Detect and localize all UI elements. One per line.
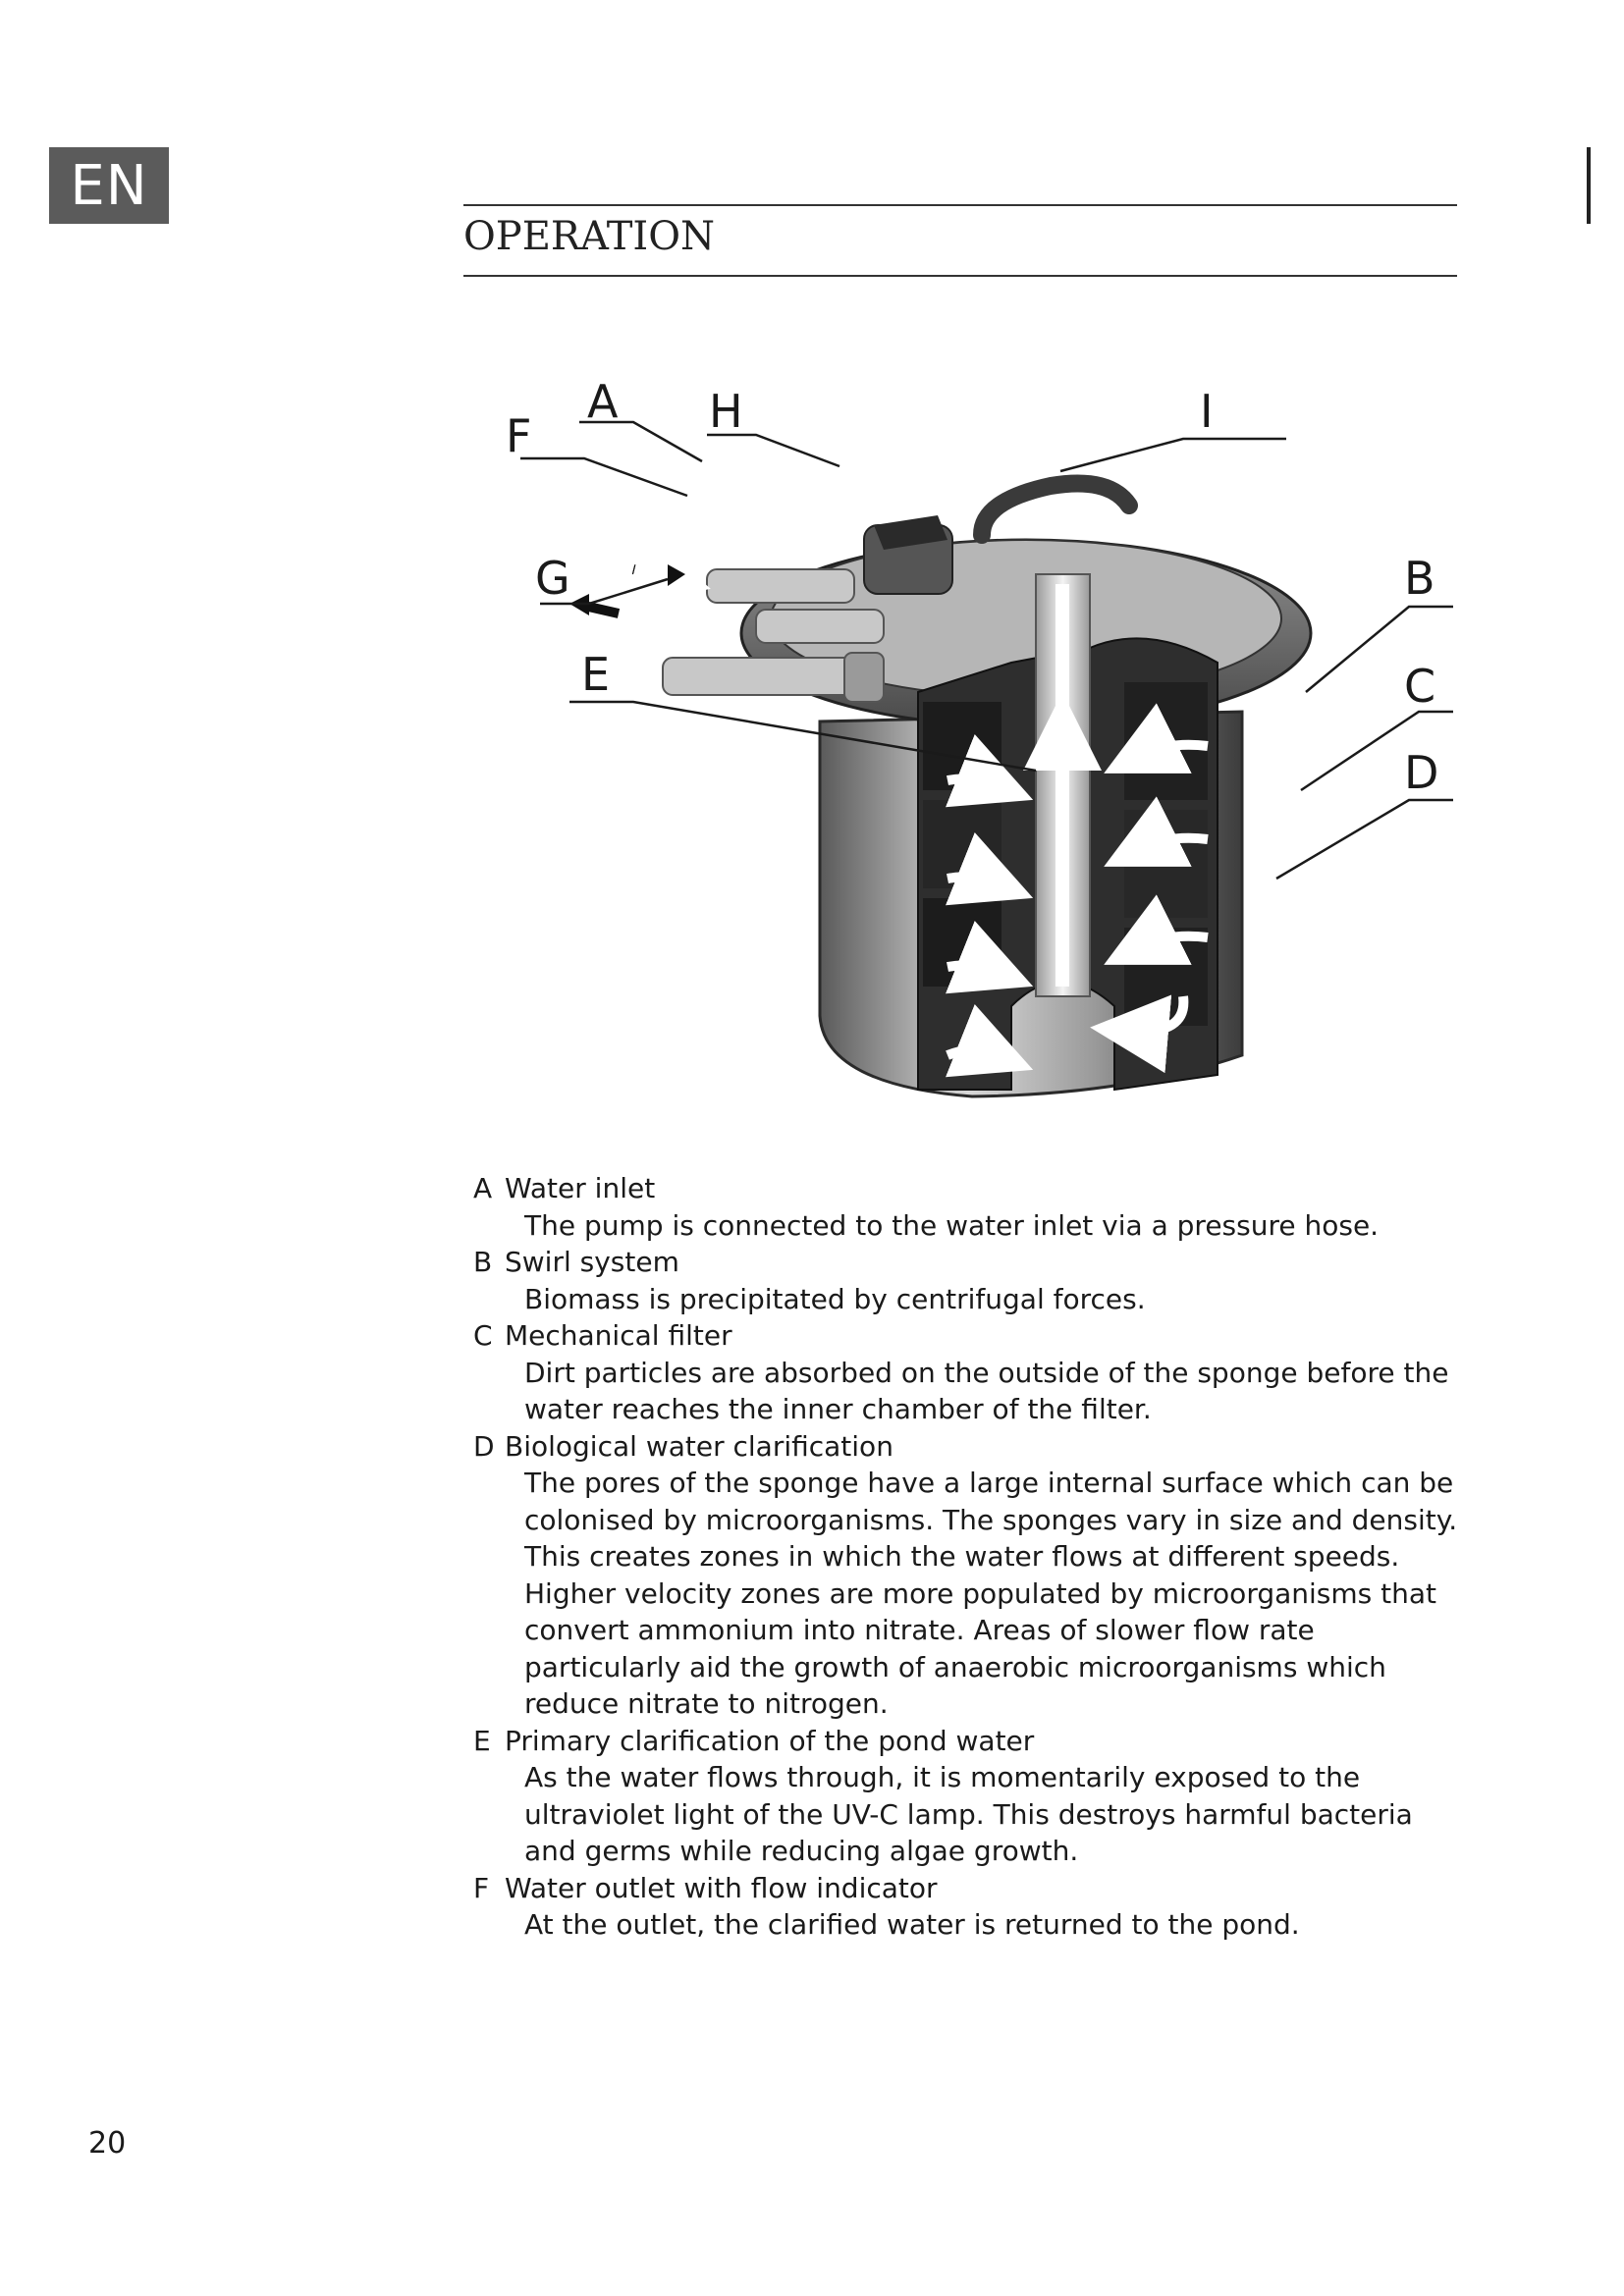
legend-title: Primary clarification of the pond water — [505, 1724, 1035, 1757]
title-rule-bottom — [463, 275, 1457, 277]
callout-d: D — [1404, 746, 1439, 799]
legend-item-e — [473, 1723, 1465, 1870]
callout-h: H — [709, 385, 743, 438]
legend-description: The pores of the sponge have a large internal surface which can be colonised by microorganisms. The sponges vary in size and density. This creates zones in which the water flows at different speeds. Higher velocity zones are more populated by microorganisms that convert ammonium into nitrate. Areas of slower flow rate particularly aid the growth of anaerobic microorganisms which reduce nitrate to nitrogen. — [524, 1467, 1458, 1720]
legend-title: Mechanical filter — [505, 1319, 732, 1352]
legend-letter: A — [473, 1172, 493, 1204]
callout-a: A — [587, 375, 619, 428]
legend-letter: D — [473, 1429, 495, 1463]
legend-letter: E — [473, 1724, 491, 1757]
title-rule-top — [463, 204, 1457, 206]
legend-letter: B — [473, 1246, 493, 1278]
callout-f: F — [506, 409, 532, 462]
legend-letter: C — [473, 1319, 493, 1352]
legend-title: Biological water clarification — [505, 1429, 893, 1463]
component-legend — [473, 1170, 1465, 1944]
callout-c: C — [1404, 660, 1436, 713]
page-number: 20 — [88, 2126, 127, 2161]
legend-item-a — [473, 1170, 1465, 1244]
legend-description: As the water flows through, it is momentarily exposed to the ultraviolet light of the UV-C lamp. This destroys harmful bacteria and germs while reducing algae growth. — [524, 1761, 1413, 1867]
legend-description: The pump is connected to the water inlet via a pressure hose. — [524, 1208, 1380, 1242]
legend-item-b — [473, 1244, 1465, 1317]
margin-marker — [1587, 147, 1591, 224]
legend-item-f — [473, 1870, 1465, 1944]
legend-description: Biomass is precipitated by centrifugal forces. — [524, 1282, 1146, 1315]
legend-description: Dirt particles are absorbed on the outside of the sponge before the water reaches the inner chamber of the filter. — [524, 1356, 1449, 1425]
language-badge: EN — [49, 147, 169, 224]
pond-filter-cutaway-diagram — [461, 368, 1463, 1114]
legend-description: At the outlet, the clarified water is returned to the pond. — [524, 1908, 1300, 1941]
legend-letter: F — [473, 1871, 490, 1904]
legend-title: Water outlet with flow indicator — [505, 1871, 938, 1904]
section-title: OPERATION — [463, 214, 715, 259]
callout-b: B — [1404, 552, 1435, 605]
filter-housing — [569, 484, 1311, 1097]
callout-i: I — [1200, 385, 1214, 438]
legend-title: Water inlet — [505, 1172, 656, 1204]
legend-item-c — [473, 1317, 1465, 1428]
callout-g: G — [535, 552, 570, 605]
legend-title: Swirl system — [505, 1246, 679, 1278]
legend-item-d — [473, 1428, 1465, 1723]
callout-e: E — [581, 648, 611, 701]
